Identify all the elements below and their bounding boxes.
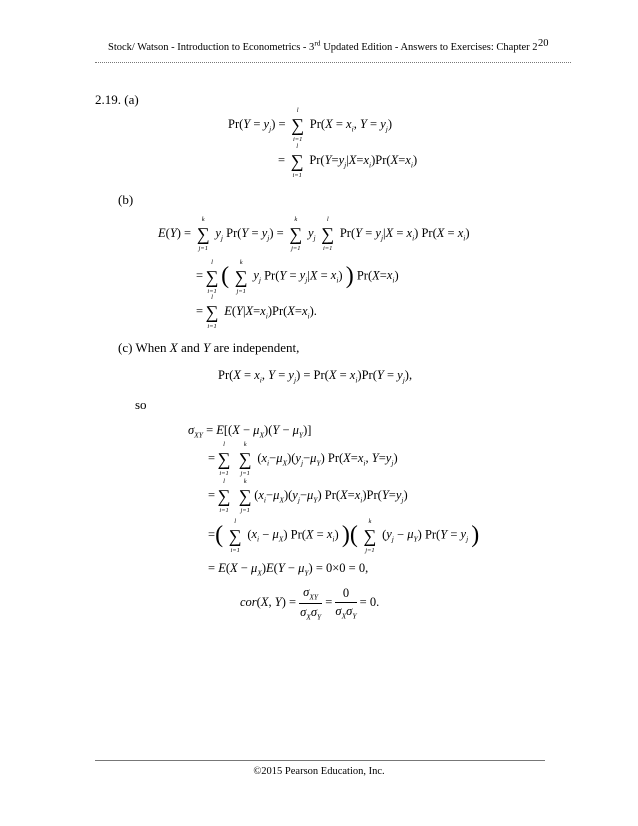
equation-b-1: E(Y) = k ∑ j=1 $y_j$ $Pr(Y = y_j)$ = k ∑ j=1 $y_j$ l ∑ i=1 $Pr(Y = y_j|X = x_i)$ $Pr(X = x_i)$ <box>158 216 470 252</box>
header-divider <box>95 62 571 63</box>
equation-b-3: = l ∑ i=1 $E(Y|X=x_i)Pr(X=x_i)$. <box>196 294 317 330</box>
part-c-and: and <box>180 340 200 355</box>
equation-b-2: = l ∑ i=1 ( k ∑ j=1 $y_j$ $Pr(Y = y_j|X = x_i)$ ) $Pr(X=x_i)$ <box>196 258 399 295</box>
equation-c-2: = l ∑ i=1 k ∑ j=1 $(x_i-\mu_X)(y_j-\mu_Y)$ $Pr(X=x_i$, $Y=y_j$) <box>208 441 398 477</box>
equation-c-independence: $Pr(X = x_i$, $Y = y_j) = Pr(X = x_i)Pr(Y = y_j)$, <box>218 368 413 385</box>
equation-c-5: = $E(X - \mu_X)E(Y - \mu_Y) = 0\times 0 = 0$, <box>208 561 369 578</box>
equation-a-2: = l ∑ i=1 $Pr(Y=y_j|X=x_i)Pr(X=x_i)$ <box>278 143 418 179</box>
header-title: Stock/ Watson - Introduction to Econometrics - 3rd Updated Edition - Answers to Exercises: Chapter 2 <box>108 38 538 53</box>
equation-c-correlation: cor(X, Y) = $\frac{\sigma_{XY}}{\sigma_X\sigma_Y}$ = $\frac{0}{\sigma_X\sigma_Y}$ = 0. <box>240 585 380 621</box>
equation-c-3: = l ∑ i=1 k ∑ j=1 $(x_i-\mu_X)(y_j-\mu_Y)$ $Pr(X=x_i)Pr(Y=y_j)$ <box>208 478 408 514</box>
problem-label: 2.19. (a) <box>95 92 139 107</box>
footer-divider <box>95 760 545 761</box>
page-number: 20 <box>538 38 549 49</box>
equation-a-1: $Pr(Y = y_j)$ = l ∑ i=1 $Pr(X = x_i$, $Y = y_j$) <box>228 107 393 143</box>
part-b-label: (b) <box>118 192 134 207</box>
part-c-intro: (c) When X and Y are independent, <box>118 340 300 355</box>
part-c-tail: are independent, <box>213 340 300 355</box>
part-c-when: When <box>135 340 167 355</box>
part-c-so: so <box>135 397 147 412</box>
equation-c-4: =( l ∑ i=1 $(x_i - \mu_X) Pr(X = x_i)$ )( k ∑ j=1 $(y_j - \mu_Y) Pr(Y = y_j$ ) <box>208 517 480 554</box>
part-c-label: (c) <box>118 340 133 355</box>
footer-copyright: ©2015 Pearson Education, Inc. <box>253 766 385 777</box>
equation-c-1: $\sigma_{XY} = E[(X - \mu_X)(Y - \mu_Y)]$ <box>188 423 312 440</box>
page-header <box>108 38 548 53</box>
